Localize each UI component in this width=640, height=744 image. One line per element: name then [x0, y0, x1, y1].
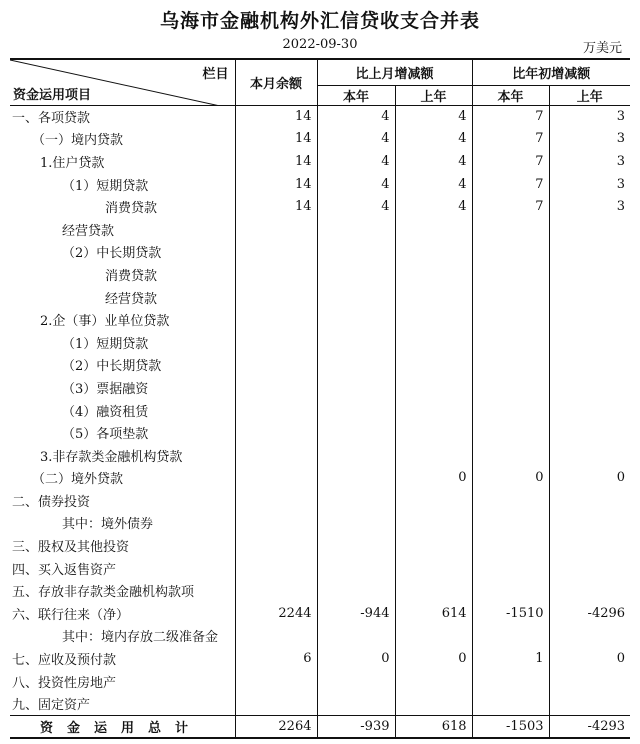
row-value — [317, 489, 395, 512]
header-vs-year-start: 比年初增减额 — [472, 59, 630, 85]
row-value: 14 — [235, 105, 317, 128]
row-value: 3 — [549, 173, 630, 196]
row-value — [472, 534, 549, 557]
row-value — [395, 331, 472, 354]
row-value: 2264 — [235, 715, 317, 738]
row-value — [549, 444, 630, 467]
row-label: 三、股权及其他投资 — [12, 540, 130, 556]
row-value: 4 — [395, 150, 472, 173]
row-label: 五、存放非存款类金融机构款项 — [12, 585, 195, 601]
row-value — [395, 625, 472, 648]
table-row — [10, 444, 630, 467]
row-label: （二）境外贷款 — [32, 472, 124, 488]
row-value — [472, 489, 549, 512]
table-row — [10, 218, 630, 241]
row-value: 1 — [472, 647, 549, 670]
report-date: 2022-09-30 — [282, 37, 358, 52]
row-value: 0 — [317, 647, 395, 670]
row-value — [235, 308, 317, 331]
row-value — [395, 670, 472, 693]
row-value — [395, 241, 472, 264]
row-value — [235, 444, 317, 467]
row-value: 6 — [235, 647, 317, 670]
table-row — [10, 421, 630, 444]
table-row — [10, 331, 630, 354]
row-value — [317, 512, 395, 535]
row-label: （1）短期贷款 — [62, 336, 149, 352]
table-row — [10, 579, 630, 602]
row-value — [395, 534, 472, 557]
row-value — [472, 286, 549, 309]
row-value: 0 — [395, 467, 472, 490]
row-value — [235, 331, 317, 354]
row-value — [235, 579, 317, 602]
header-corner-cell — [10, 59, 235, 105]
row-label: （4）融资租赁 — [62, 404, 149, 420]
row-value — [317, 579, 395, 602]
row-value: 3 — [549, 150, 630, 173]
row-value — [549, 692, 630, 715]
row-value — [235, 467, 317, 490]
row-value — [472, 557, 549, 580]
row-value: 0 — [549, 467, 630, 490]
row-value — [317, 421, 395, 444]
row-value — [235, 421, 317, 444]
row-value — [235, 670, 317, 693]
row-value: -1510 — [472, 602, 549, 625]
table-row — [10, 263, 630, 286]
table-row — [10, 308, 630, 331]
row-value — [549, 331, 630, 354]
row-value — [395, 263, 472, 286]
row-value — [317, 263, 395, 286]
table-row — [10, 647, 630, 670]
row-label: 一、各项贷款 — [12, 111, 91, 127]
row-value — [395, 308, 472, 331]
row-value — [235, 376, 317, 399]
row-value — [472, 331, 549, 354]
row-label: 四、买入返售资产 — [12, 562, 117, 578]
header-vs-last-month: 比上月增减额 — [317, 59, 472, 85]
row-value — [549, 625, 630, 648]
row-value — [395, 354, 472, 377]
row-value — [549, 489, 630, 512]
row-value — [317, 534, 395, 557]
row-value — [549, 399, 630, 422]
row-value: 0 — [395, 647, 472, 670]
table-row — [10, 692, 630, 715]
row-value — [549, 421, 630, 444]
row-value — [472, 241, 549, 264]
row-value — [317, 557, 395, 580]
row-value — [235, 557, 317, 580]
row-value — [549, 557, 630, 580]
row-value — [317, 331, 395, 354]
row-value — [317, 354, 395, 377]
row-value — [472, 399, 549, 422]
row-label: （一）境内贷款 — [32, 133, 124, 149]
header-this-year: 本年 — [317, 85, 395, 105]
row-value — [235, 263, 317, 286]
row-value — [549, 308, 630, 331]
row-value — [235, 218, 317, 241]
row-value — [472, 625, 549, 648]
row-value — [235, 489, 317, 512]
header-last-year: 上年 — [549, 85, 630, 105]
row-value: 7 — [472, 128, 549, 151]
row-value — [549, 376, 630, 399]
row-value — [549, 534, 630, 557]
row-value: 4 — [317, 173, 395, 196]
table-row — [10, 512, 630, 535]
row-value — [317, 241, 395, 264]
row-value — [395, 399, 472, 422]
row-value — [472, 421, 549, 444]
row-value: 14 — [235, 173, 317, 196]
row-value — [549, 263, 630, 286]
row-value — [472, 376, 549, 399]
row-label: 消费贷款 — [105, 201, 158, 217]
row-label: 其中：境外债券 — [62, 517, 154, 533]
row-label: （2）中长期贷款 — [62, 359, 162, 375]
row-value: 4 — [317, 105, 395, 128]
row-value — [549, 286, 630, 309]
row-value — [317, 625, 395, 648]
row-value — [235, 534, 317, 557]
row-label: 3.非存款类金融机构贷款 — [40, 449, 183, 465]
row-value — [549, 218, 630, 241]
row-label: （5）各项垫款 — [62, 427, 149, 443]
row-label: 二、债券投资 — [12, 494, 91, 510]
unit-label: 万美元 — [582, 41, 622, 56]
row-value — [395, 692, 472, 715]
row-value — [395, 579, 472, 602]
row-value: 4 — [395, 195, 472, 218]
row-value: 3 — [549, 195, 630, 218]
row-value — [317, 444, 395, 467]
row-value — [549, 354, 630, 377]
row-value — [235, 399, 317, 422]
row-value: 0 — [549, 647, 630, 670]
table-row — [10, 670, 630, 693]
table-row — [10, 602, 630, 625]
header-this-year: 本年 — [472, 85, 549, 105]
row-value — [235, 512, 317, 535]
row-label: 七、应收及预付款 — [12, 653, 117, 669]
row-label: （1）短期贷款 — [62, 178, 149, 194]
row-value: 4 — [395, 173, 472, 196]
table-body — [10, 105, 630, 738]
row-value: -939 — [317, 715, 395, 738]
row-value — [317, 670, 395, 693]
table-row — [10, 399, 630, 422]
row-label: 资金运用总计 — [10, 715, 235, 738]
table-row — [10, 105, 630, 128]
table-row — [10, 286, 630, 309]
table-row — [10, 376, 630, 399]
row-value: 2244 — [235, 602, 317, 625]
row-value — [395, 376, 472, 399]
row-value — [472, 579, 549, 602]
row-label: 八、投资性房地产 — [12, 675, 117, 691]
table-row — [10, 489, 630, 512]
row-value — [472, 670, 549, 693]
row-value — [317, 218, 395, 241]
table-row — [10, 150, 630, 173]
row-value — [235, 625, 317, 648]
row-value: 7 — [472, 105, 549, 128]
row-value — [549, 512, 630, 535]
row-value — [395, 218, 472, 241]
row-label: 经营贷款 — [62, 223, 115, 239]
header-last-year: 上年 — [395, 85, 472, 105]
row-value: 14 — [235, 128, 317, 151]
row-value: 3 — [549, 128, 630, 151]
table-row — [10, 195, 630, 218]
table-row — [10, 467, 630, 490]
row-value — [235, 354, 317, 377]
table-row — [10, 173, 630, 196]
row-value — [472, 354, 549, 377]
total-row — [10, 715, 630, 738]
row-value: 14 — [235, 150, 317, 173]
row-label: 经营贷款 — [105, 291, 158, 307]
credit-table — [10, 58, 630, 739]
table-row — [10, 241, 630, 264]
row-value — [395, 444, 472, 467]
table-row — [10, 557, 630, 580]
row-value: 7 — [472, 150, 549, 173]
row-value: 7 — [472, 195, 549, 218]
row-label: 1.住户贷款 — [40, 155, 105, 171]
row-value — [395, 557, 472, 580]
row-value: -1503 — [472, 715, 549, 738]
header-row-label: 资金运用项目 — [13, 87, 92, 103]
row-label: 2.企（事）业单位贷款 — [40, 314, 170, 330]
row-value: 0 — [472, 467, 549, 490]
row-value: -4296 — [549, 602, 630, 625]
row-value: 614 — [395, 602, 472, 625]
row-label: 九、固定资产 — [12, 697, 91, 713]
table-row — [10, 354, 630, 377]
row-value — [549, 241, 630, 264]
row-value: -4293 — [549, 715, 630, 738]
row-value: -944 — [317, 602, 395, 625]
row-value: 4 — [317, 195, 395, 218]
row-value: 4 — [317, 150, 395, 173]
row-value — [317, 308, 395, 331]
row-value: 618 — [395, 715, 472, 738]
table-row — [10, 625, 630, 648]
row-value — [317, 286, 395, 309]
row-value — [472, 444, 549, 467]
row-value — [235, 241, 317, 264]
row-value — [395, 512, 472, 535]
row-value — [317, 467, 395, 490]
row-value: 14 — [235, 195, 317, 218]
row-value — [317, 692, 395, 715]
row-value: 4 — [395, 128, 472, 151]
row-value — [395, 489, 472, 512]
row-value — [549, 579, 630, 602]
row-label: 消费贷款 — [105, 268, 158, 284]
table-row — [10, 128, 630, 151]
row-label: （3）票据融资 — [62, 381, 149, 397]
table-row — [10, 534, 630, 557]
row-value: 4 — [317, 128, 395, 151]
row-value — [395, 286, 472, 309]
header-column-label: 栏目 — [202, 67, 229, 82]
row-value — [472, 692, 549, 715]
report-title: 乌海市金融机构外汇信贷收支合并表 — [159, 10, 480, 32]
row-value — [472, 263, 549, 286]
row-label: 其中：境内存放二级准备金 — [62, 630, 219, 646]
row-value: 7 — [472, 173, 549, 196]
row-value — [317, 376, 395, 399]
row-value — [472, 308, 549, 331]
row-value: 4 — [395, 105, 472, 128]
row-value — [235, 692, 317, 715]
row-value — [395, 421, 472, 444]
header-balance: 本月余额 — [235, 59, 317, 105]
row-value — [317, 399, 395, 422]
row-value: 3 — [549, 105, 630, 128]
row-value — [549, 670, 630, 693]
row-value — [472, 512, 549, 535]
row-label: 六、联行往来（净） — [12, 607, 130, 623]
row-value — [235, 286, 317, 309]
row-label: （2）中长期贷款 — [62, 246, 162, 262]
row-value — [472, 218, 549, 241]
